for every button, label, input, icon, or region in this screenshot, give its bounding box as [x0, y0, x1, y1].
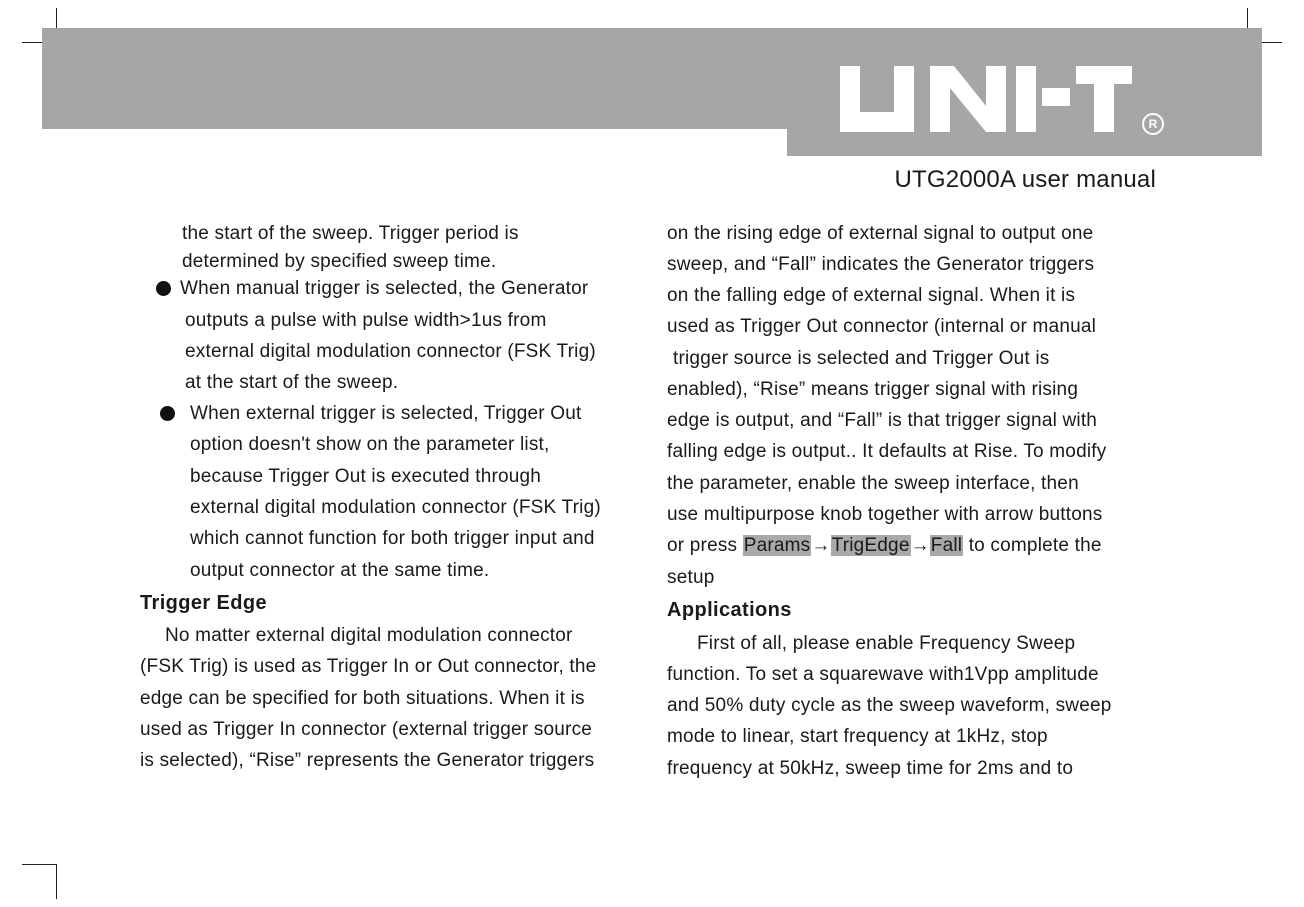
- paragraph-line: (FSK Trig) is used as Trigger In or Out connector, the: [140, 656, 597, 677]
- brand-logo: [832, 56, 1132, 140]
- paragraph-line: is selected), “Rise” represents the Generator triggers: [140, 750, 595, 771]
- bullet-text-line: because Trigger Out is executed through: [190, 466, 542, 487]
- params-key: Params: [743, 535, 811, 556]
- right-text-line: falling edge is output.. It defaults at Rise. To modify: [667, 441, 1107, 462]
- application-line: and 50% duty cycle as the sweep waveform, sweep: [667, 695, 1112, 716]
- paragraph-line: used as Trigger In connector (external trigger source: [140, 719, 593, 740]
- right-text-line: trigger source is selected and Trigger Out is: [673, 348, 1050, 369]
- arrow-icon: →: [910, 535, 930, 556]
- right-text-line: enabled), “Rise” means trigger signal with rising: [667, 379, 1079, 400]
- paragraph-line: edge can be specified for both situations. When it is: [140, 688, 585, 709]
- bullet-text-line: output connector at the same time.: [190, 560, 490, 581]
- section-heading-trigger-edge: Trigger Edge: [140, 592, 268, 614]
- bullet-text-line: external digital modulation connector (FSK Trig): [185, 341, 596, 362]
- bullet-text-line: external digital modulation connector (FSK Trig): [190, 497, 601, 518]
- paragraph-line: No matter external digital modulation connector: [165, 625, 573, 646]
- application-line: function. To set a squarewave with1Vpp amplitude: [667, 664, 1099, 685]
- right-text-line: on the falling edge of external signal. When it is: [667, 285, 1076, 306]
- trigedge-key: TrigEdge: [831, 535, 910, 556]
- key-sequence-prefix: or press: [667, 535, 738, 556]
- bullet-text-line: When manual trigger is selected, the Generator: [180, 278, 589, 299]
- key-sequence-suffix: to complete the: [968, 535, 1102, 556]
- right-text-line: on the rising edge of external signal to output one: [667, 223, 1094, 244]
- right-text-line: edge is output, and “Fall” is that trigger signal with: [667, 410, 1098, 431]
- left-text-line: the start of the sweep. Trigger period is: [182, 223, 519, 244]
- application-line: First of all, please enable Frequency Sweep: [697, 633, 1076, 654]
- bullet-text-line: When external trigger is selected, Trigger Out: [190, 403, 582, 424]
- right-text-line: sweep, and “Fall” indicates the Generator triggers: [667, 254, 1095, 275]
- right-text-line: used as Trigger Out connector (internal or manual: [667, 316, 1097, 337]
- left-text-line: determined by specified sweep time.: [182, 251, 497, 272]
- bullet-icon: [160, 406, 175, 421]
- bullet-text-line: at the start of the sweep.: [185, 372, 399, 393]
- right-text-line: use multipurpose knob together with arrow buttons: [667, 504, 1103, 525]
- registered-trademark-icon: R: [1142, 113, 1164, 135]
- application-line: mode to linear, start frequency at 1kHz, stop: [667, 726, 1048, 747]
- bullet-text-line: which cannot function for both trigger input and: [190, 528, 595, 549]
- bullet-text-line: outputs a pulse with pulse width>1us from: [185, 310, 547, 331]
- bullet-text-line: option doesn't show on the parameter list,: [190, 434, 550, 455]
- right-text-line: the parameter, enable the sweep interface, then: [667, 473, 1079, 494]
- application-line: frequency at 50kHz, sweep time for 2ms and to: [667, 758, 1074, 779]
- section-heading-applications: Applications: [667, 599, 792, 621]
- key-sequence-line: [667, 535, 1102, 557]
- crop-mark: [56, 864, 57, 899]
- fall-key: Fall: [930, 535, 963, 556]
- right-text-line: setup: [667, 567, 715, 588]
- bullet-icon: [156, 281, 171, 296]
- crop-mark: [22, 864, 57, 865]
- arrow-icon: →: [811, 535, 831, 556]
- manual-title: UTG2000A user manual: [894, 166, 1156, 193]
